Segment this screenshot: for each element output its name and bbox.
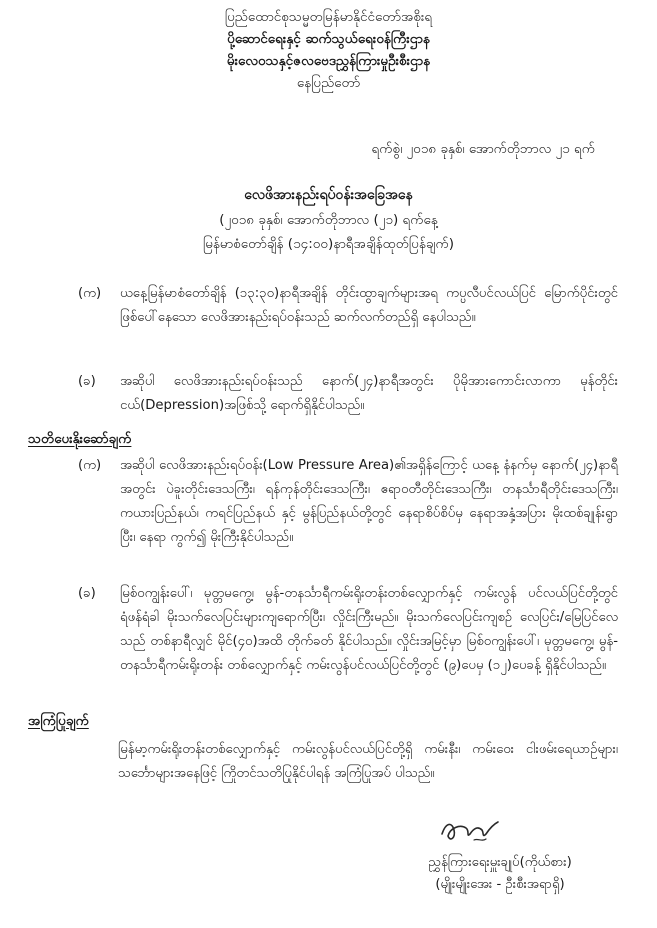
- status-item: [78, 370, 618, 418]
- ministry-name: ပို့ဆောင်ရေးနှင့် ဆက်သွယ်ရေးဝန်ကြီးဌာန: [227, 31, 430, 47]
- government-name: ပြည်ထောင်စုသမ္မတမြန်မာနိုင်ငံတော်အစိုးရ: [224, 9, 433, 25]
- status-item: [78, 282, 618, 330]
- location-name: နေပြည်တော်: [296, 75, 361, 91]
- signature-mark: [436, 808, 506, 848]
- advice-heading: အကြံပြုချက်: [28, 713, 89, 729]
- bulletin-title-block: [0, 182, 657, 256]
- item-marker: (က): [78, 286, 102, 301]
- bulletin-title: လေဖိအားနည်းရပ်ဝန်းအခြေအနေ: [244, 187, 413, 203]
- item-text: အဆိုပါ လေဖိအားနည်းရပ်ဝန်း(Low Pressure Area)၏အရှိန်ကြောင့် ယနေ့ နံနက်မှ နောက်(၂၄)နာရီအတွင်း ပဲခူးတိုင်းဒေသကြီး၊ ရန်ကုန်တိုင်းဒေသကြီး၊ ဧရာဝတီတိုင်းဒေသကြီး၊ တနင်္သာရီတိုင်းဒေသကြီး၊ ကယားပြည်နယ်၊ ကရင်ပြည်နယ် နှင့် မွန်ပြည်နယ်တို့တွင် နေရာစိပ်စိပ်မှ နေရာအနှံ့အပြား မိုးထစ်ချုန်းရွာပြီး၊ နေရာ ကွက်၍ မိုးကြီးနိုင်ပါသည်။: [120, 458, 618, 545]
- forecast-item: [78, 582, 618, 678]
- item-marker: (ခ): [78, 374, 96, 389]
- item-text: မြစ်ဝကျွန်းပေါ်၊ မုတ္တမကွေ့၊ မွန်-တနင်္သာရီကမ်းရိုးတန်းတစ်လျှောက်နှင့် ကမ်းလွန် ပင်လယ်ပြင်တို့တွင် ရံဖန်ရံခါ မိုးသက်လေပြင်းများကျရောက်ပြီး၊ လှိုင်းကြီးမည်။ မိုးသက်လေပြင်းကျစဉ် လေပြင်း/မြေပြင်လေသည် တစ်နာရီလျှင် မိုင်(၄၀)အထိ တိုက်ခတ် နိုင်ပါသည်။ လှိုင်းအမြင့်မှာ မြစ်ဝကျွန်းပေါ်၊ မုတ္တမကွေ့၊ မွန်-တနင်္သာရီကမ်းရိုးတန်း တစ်လျှောက်နှင့် ကမ်းလွန်ပင်လယ်ပြင်တို့တွင် (၉)ပေမှ (၁၂)ပေခန့် ရှိနိုင်ပါသည်။: [120, 586, 618, 673]
- item-text: ယနေ့မြန်မာစံတော်ချိန် (၁၃:၃၀)နာရီအချိန် တိုင်းထွာချက်များအရ ကပ္ပလီပင်လယ်ပြင် မြောက်ပိုင်းတွင် ဖြစ်ပေါ်နေသော လေဖိအားနည်းရပ်ဝန်းသည် ဆက်လက်တည်ရှိ နေပါသည်။: [120, 286, 618, 325]
- signatory-block: [380, 852, 620, 896]
- signatory-name: (မျိုးမျိုးအေး - ဦးစီးအရာရှိ): [435, 877, 565, 892]
- item-marker: (ခ): [78, 586, 96, 601]
- item-marker: (က): [78, 458, 102, 473]
- item-text: အဆိုပါ လေဖိအားနည်းရပ်ဝန်းသည် နောက်(၂၄)နာရီအတွင်း ပိုမိုအားကောင်းလာကာ မုန်တိုင်းငယ်(Depression)အဖြစ်သို့ ရောက်ရှိနိုင်ပါသည်။: [120, 374, 618, 413]
- document-header: [0, 6, 657, 94]
- signatory-title: ညွှန်ကြားရေးမှူးချုပ်(ကိုယ်စား): [428, 855, 572, 870]
- forecast-heading: သတိပေးနိုးဆော်ချက်: [28, 431, 132, 447]
- forecast-item: [78, 454, 618, 550]
- bulletin-subtitle-date: (၂၀၁၈ ခုနှစ်၊ အောက်တိုဘာလ (၂၁) ရက်နေ့: [219, 212, 438, 228]
- advice-text: မြန်မာ့ကမ်းရိုးတန်းတစ်လျှောက်နှင့် ကမ်းလွန်ပင်လယ်ပြင်တို့ရှိ ကမ်းနီး၊ ကမ်းဝေး ငါးဖမ်းရေယာဉ်များ၊ သင်္ဘောများအနေဖြင့် ကြိုတင်သတိပြုနိုင်ပါရန် အကြံပြုအပ် ပါသည်။: [118, 742, 618, 781]
- issue-date: ရက်စွဲ၊ ၂၀၁၈ ခုနှစ်၊ အောက်တိုဘာလ ၂၁ ရက်: [371, 141, 595, 157]
- bulletin-subtitle-time: မြန်မာစံတော်ချိန် (၁၄:၀၀)နာရီအချိန်ထုတ်ပြန်ချက်): [202, 236, 455, 252]
- department-name: မိုးလေဝသနှင့်ဇလဗေဒညွှန်ကြားမှုဦးစီးဌာန: [226, 53, 431, 69]
